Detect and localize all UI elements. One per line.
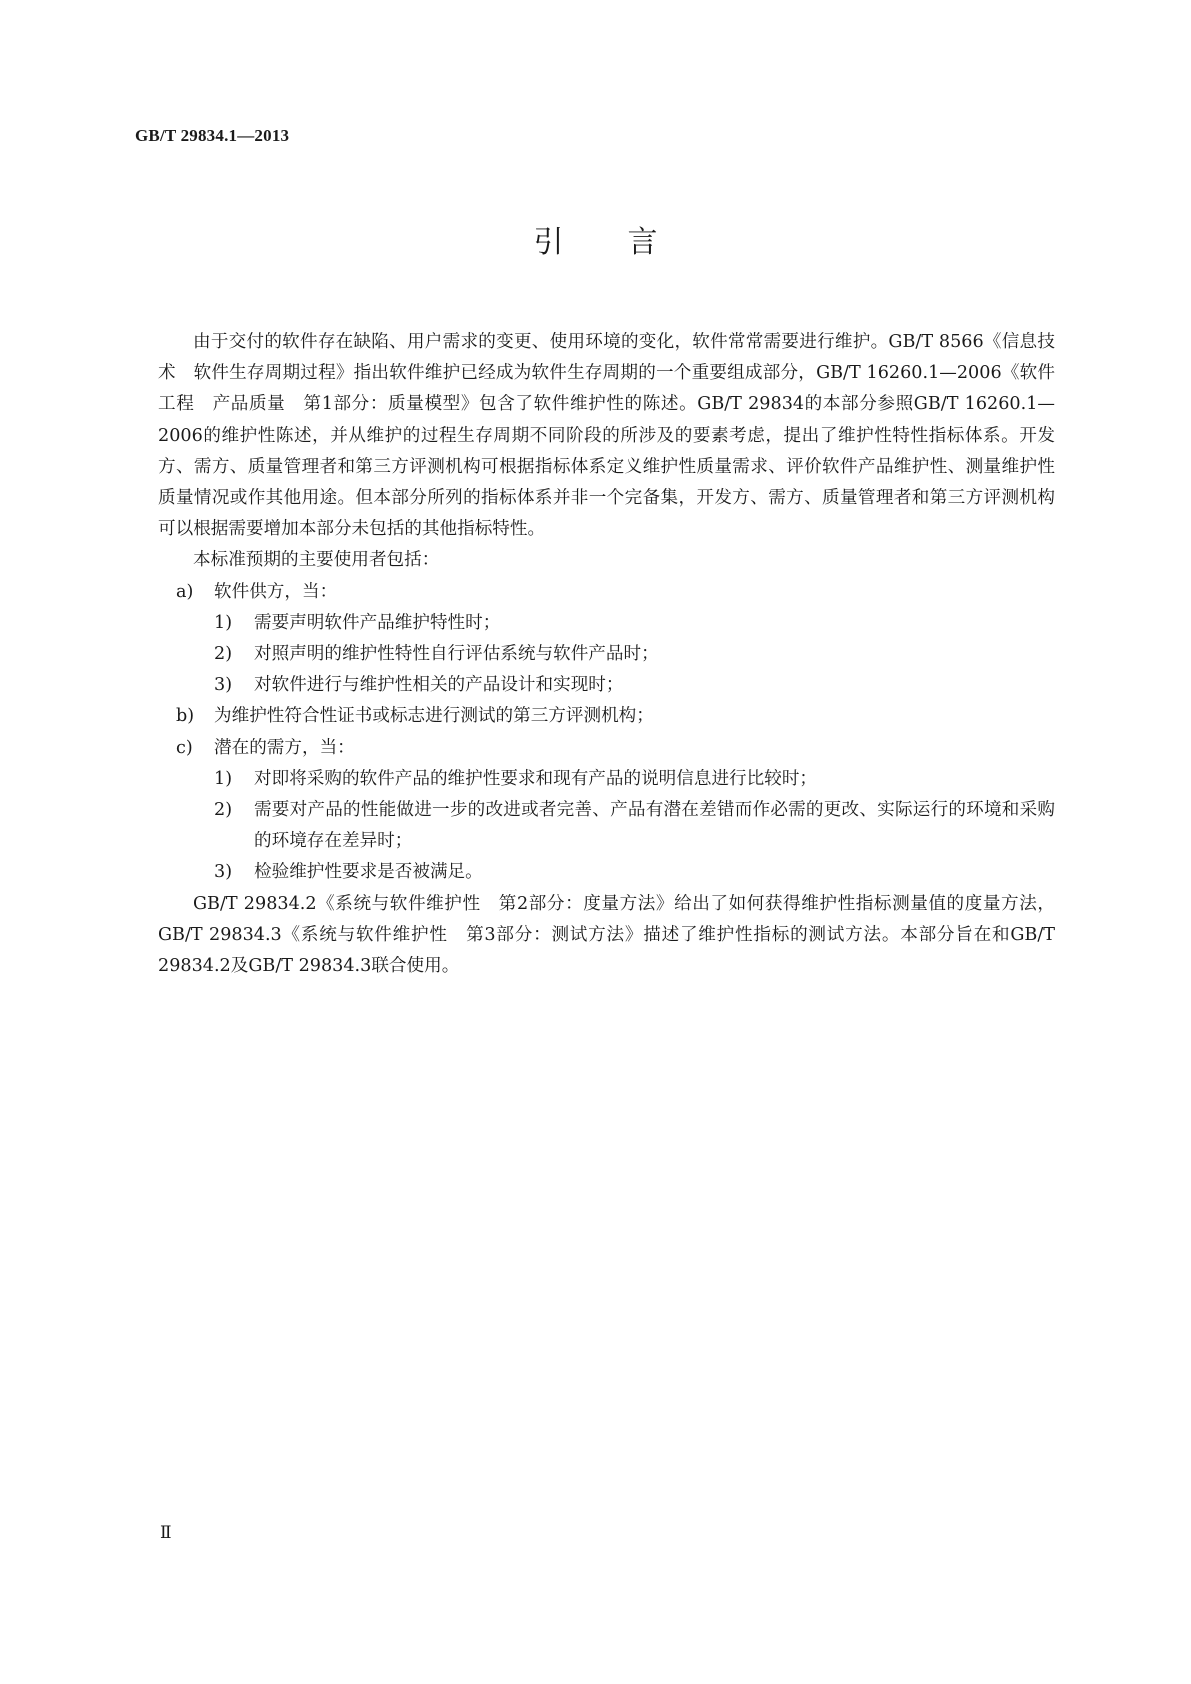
- sub-item-c2: [158, 795, 1055, 857]
- list-marker: 1): [214, 768, 233, 789]
- list-item-text: 潜在的需方，当：: [214, 737, 355, 758]
- list-item-text: 软件供方，当：: [214, 581, 338, 602]
- list-item-text: 对软件进行与维护性相关的产品设计和实现时；: [254, 675, 624, 696]
- list-marker: 3): [214, 862, 233, 883]
- list-marker: b): [176, 706, 195, 727]
- sub-item-a1: [158, 608, 1055, 639]
- list-marker: 2): [214, 800, 233, 821]
- sub-item-c3: [158, 857, 1055, 888]
- sub-item-c1: [158, 764, 1055, 795]
- intro-paragraph: 由于交付的软件存在缺陷、用户需求的变更、使用环境的变化，软件常常需要进行维护。GB/T 8566《信息技术 软件生存周期过程》指出软件维护已经成为软件生存周期的一个重要组成部分，GB/T 16260.1—2006《软件工程 产品质量 第1部分：质量模型》包含了软件维护性的陈述。GB/T 29834的本部分参照GB/T 16260.1—2006的维护性陈述，并从维护的过程生存周期不同阶段的所涉及的要素考虑，提出了维护性特性指标体系。开发方、需方、质量管理者和第三方评测机构可根据指标体系定义维护性质量需求、评价软件产品维护性、测量维护性质量情况或作其他用途。但本部分所列的指标体系并非一个完备集，开发方、需方、质量管理者和第三方评测机构可以根据需要增加本部分未包括的其他指标特性。: [158, 332, 1055, 540]
- sub-item-a3: [158, 670, 1055, 701]
- list-marker: 2): [214, 644, 233, 665]
- page-number: Ⅱ: [160, 1523, 172, 1543]
- sub-item-a2: [158, 639, 1055, 670]
- list-item-text: 对照声明的维护性特性自行评估系统与软件产品时；: [254, 644, 659, 665]
- list-item-c: [158, 733, 1055, 764]
- document-code: GB/T 29834.1—2013: [135, 126, 290, 145]
- list-marker: c): [176, 737, 193, 758]
- list-marker: a): [176, 581, 194, 602]
- page-title: 引言: [533, 225, 722, 260]
- list-item-text: 检验维护性要求是否被满足。: [254, 862, 483, 883]
- list-item-text: 需要声明软件产品维护特性时；: [254, 612, 501, 633]
- list-item-text: 为维护性符合性证书或标志进行测试的第三方评测机构；: [214, 706, 654, 727]
- list-item-b: [158, 701, 1055, 732]
- list-item-text: 需要对产品的性能做进一步的改进或者完善、产品有潜在差错而作必需的更改、实际运行的环境和采购的环境存在差异时；: [254, 800, 1055, 852]
- list-item-text: 对即将采购的软件产品的维护性要求和现有产品的说明信息进行比较时；: [254, 768, 818, 789]
- users-intro: 本标准预期的主要使用者包括：: [193, 550, 440, 571]
- list-marker: 3): [214, 675, 233, 696]
- list-item-a: [158, 577, 1055, 608]
- closing-paragraph: GB/T 29834.2《系统与软件维护性 第2部分：度量方法》给出了如何获得维护性指标测量值的度量方法，GB/T 29834.3《系统与软件维护性 第3部分：测试方法》描述了维护性指标的测试方法。本部分旨在和GB/T 29834.2及GB/T 29834.3联合使用。: [158, 893, 1055, 977]
- document-body: [158, 327, 1055, 982]
- list-marker: 1): [214, 612, 233, 633]
